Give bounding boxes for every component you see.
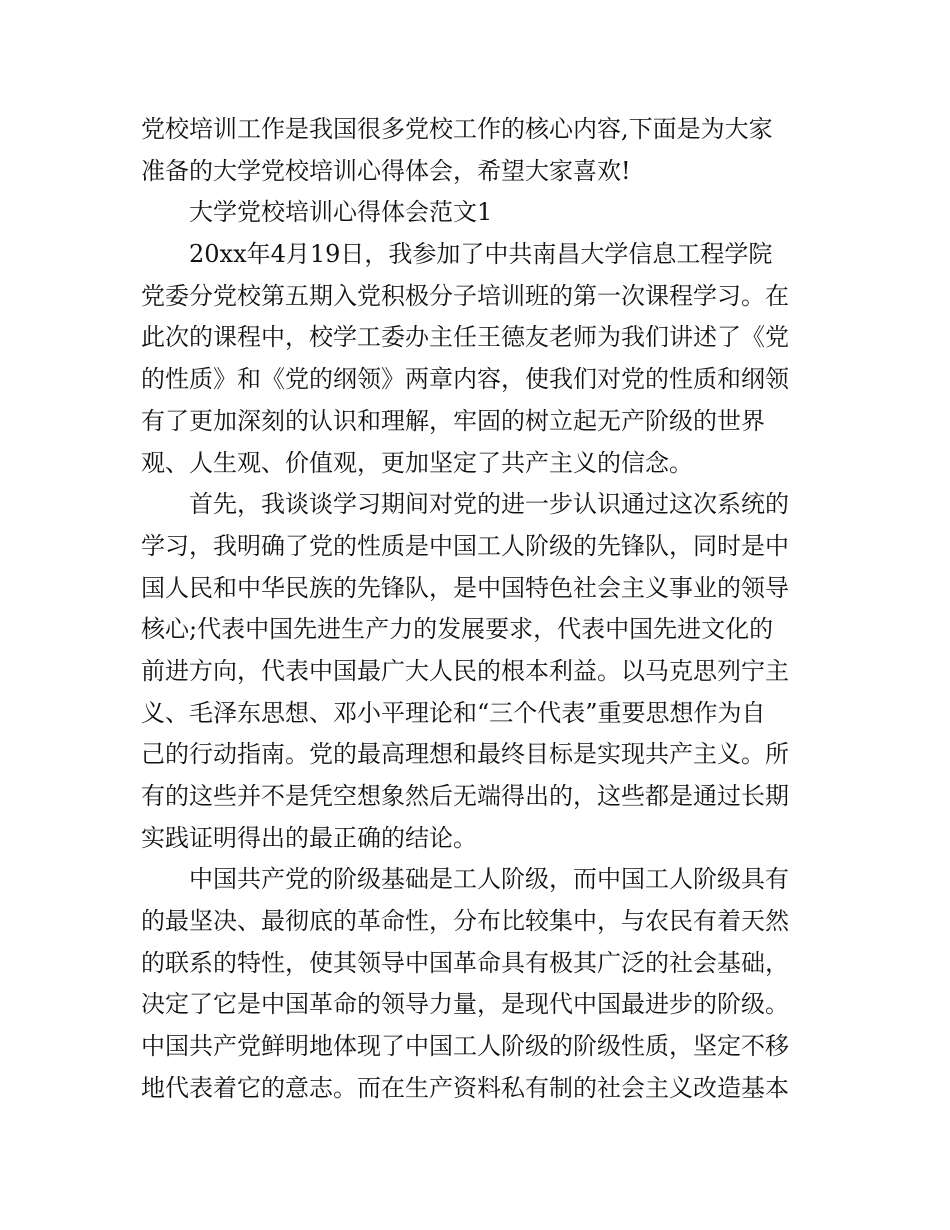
text-line: 的性质》和《党的纲领》两章内容，使我们对党的性质和纲领 xyxy=(141,365,789,394)
text-line: 核心;代表中国先进生产力的发展要求，代表中国先进文化的 xyxy=(141,615,774,644)
text-line: 的最坚决、最彻底的革命性，分布比较集中，与农民有着天然 xyxy=(141,907,789,936)
text-line: 实践证明得出的最正确的结论。 xyxy=(141,823,477,852)
text-line: 观、人生观、价值观，更加坚定了共产主义的信念。 xyxy=(141,448,693,477)
text-line: 有的这些并不是凭空想象然后无端得出的，这些都是通过长期 xyxy=(141,782,789,810)
paragraph-first-line: 大学党校培训心得体会范文1 xyxy=(189,198,493,227)
text-line: 党校培训工作是我国很多党校工作的核心内容,下面是为大家 xyxy=(141,115,773,143)
text-line: 义、毛泽东思想、邓小平理论和“三个代表”重要思想作为自 xyxy=(141,698,766,727)
text-line: 决定了它是中国革命的领导力量，是现代中国最进步的阶级。 xyxy=(141,990,789,1019)
text-line: 前进方向，代表中国最广大人民的根本利益。以马克思列宁主 xyxy=(141,656,789,685)
document-body xyxy=(141,109,813,1110)
paragraph-first-line: 20xx年4月19日，我参加了中共南昌大学信息工程学院 xyxy=(189,240,773,269)
text-line: 此次的课程中，校学工委办主任王德友老师为我们讲述了《党 xyxy=(141,323,789,352)
paragraph-first-line: 首先，我谈谈学习期间对党的进一步认识通过这次系统的 xyxy=(189,490,789,519)
text-line: 国人民和中华民族的先锋队，是中国特色社会主义事业的领导 xyxy=(141,573,789,602)
text-line: 己的行动指南。党的最高理想和最终目标是实现共产主义。所 xyxy=(141,740,789,769)
text-line: 党委分党校第五期入党积极分子培训班的第一次课程学习。在 xyxy=(141,281,789,310)
text-line: 有了更加深刻的认识和理解，牢固的树立起无产阶级的世界 xyxy=(141,406,765,435)
text-line: 地代表着它的意志。而在生产资料私有制的社会主义改造基本 xyxy=(141,1073,789,1102)
text-line: 学习，我明确了党的性质是中国工人阶级的先锋队，同时是中 xyxy=(141,531,789,560)
paragraph-first-line: 中国共产党的阶级基础是工人阶级，而中国工人阶级具有 xyxy=(189,865,789,894)
text-line: 的联系的特性，使其领导中国革命具有极其广泛的社会基础， xyxy=(141,948,789,977)
text-line: 准备的大学党校培训心得体会，希望大家喜欢! xyxy=(141,156,631,185)
text-line: 中国共产党鲜明地体现了中国工人阶级的阶级性质，坚定不移 xyxy=(141,1032,789,1061)
